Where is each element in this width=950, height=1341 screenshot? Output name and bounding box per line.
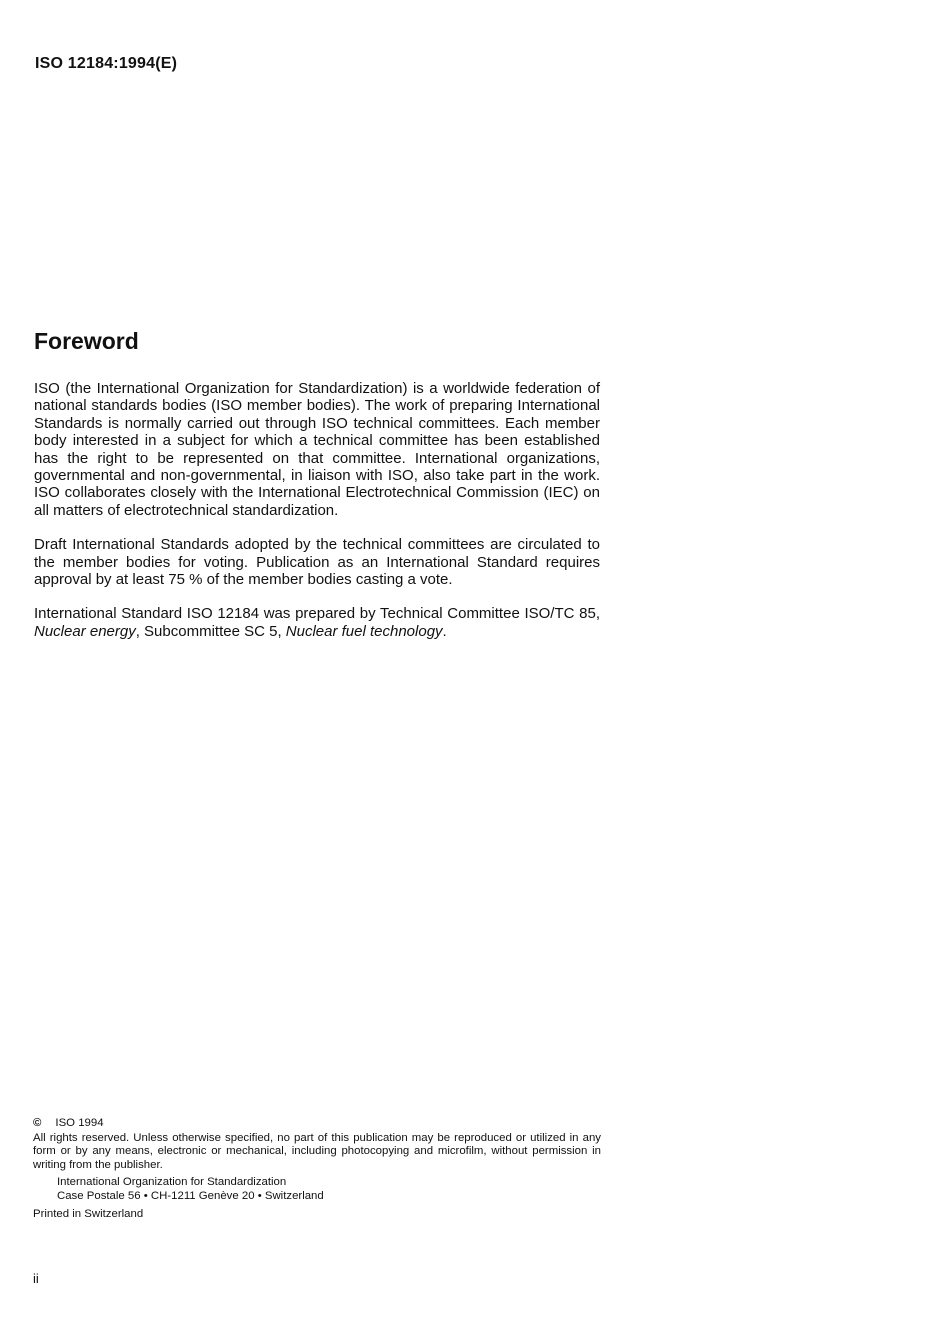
paragraph-3-text-1: International Standard ISO 12184 was prepared by Technical Committee ISO/TC 85, (34, 605, 600, 623)
paragraph-3-text-3: . (442, 622, 447, 640)
foreword-paragraph-2: Draft International Standards adopted by the technical committees are circulated to the member bodies for voting. Publication as an International Standard requires approval by at least 75 % of the member bodies casting a vote. (34, 536, 600, 589)
foreword-paragraph-1: ISO (the International Organization for Standardization) is a worldwide federation of national standards bodies (ISO member bodies). The work of preparing International Standards is normally carried out through ISO technical committees. Each member body interested in a subject for which a technical committee has been established has the right to be represented on that committee. International organizations, governmental and non-governmental, in liaison with ISO, also take part in the work. ISO collaborates closely with the International Electrotechnical Commission (IEC) on all matters of electrotechnical standardization. (34, 380, 600, 519)
committee-name: Nuclear energy (34, 622, 136, 640)
foreword-body (34, 380, 600, 657)
publisher-postal-address: Case Postale 56 • CH-1211 Genève 20 • Switzerland (57, 1189, 324, 1202)
paragraph-3-text-2: , Subcommittee SC 5, (135, 622, 286, 640)
printed-in: Printed in Switzerland (33, 1207, 144, 1220)
foreword-title: Foreword (34, 328, 139, 354)
document-id: ISO 12184:1994(E) (35, 55, 178, 72)
rights-notice: All rights reserved. Unless otherwise specified, no part of this publication may be reproduced or utilized in any form or by any means, electronic or mechanical, including photocopying and microfilm, without permission in writing from the publisher. (33, 1131, 601, 1171)
copyright-block (33, 1117, 601, 1221)
publisher-organization: International Organization for Standardization (57, 1176, 287, 1189)
foreword-paragraph-3 (34, 605, 600, 640)
publisher-address (57, 1176, 601, 1203)
copyright-holder-year: ISO 1994 (55, 1117, 104, 1129)
copyright-icon: © (33, 1117, 42, 1129)
page-number: ii (33, 1271, 39, 1286)
copyright-line (33, 1117, 601, 1131)
subcommittee-name: Nuclear fuel technology (285, 622, 443, 640)
